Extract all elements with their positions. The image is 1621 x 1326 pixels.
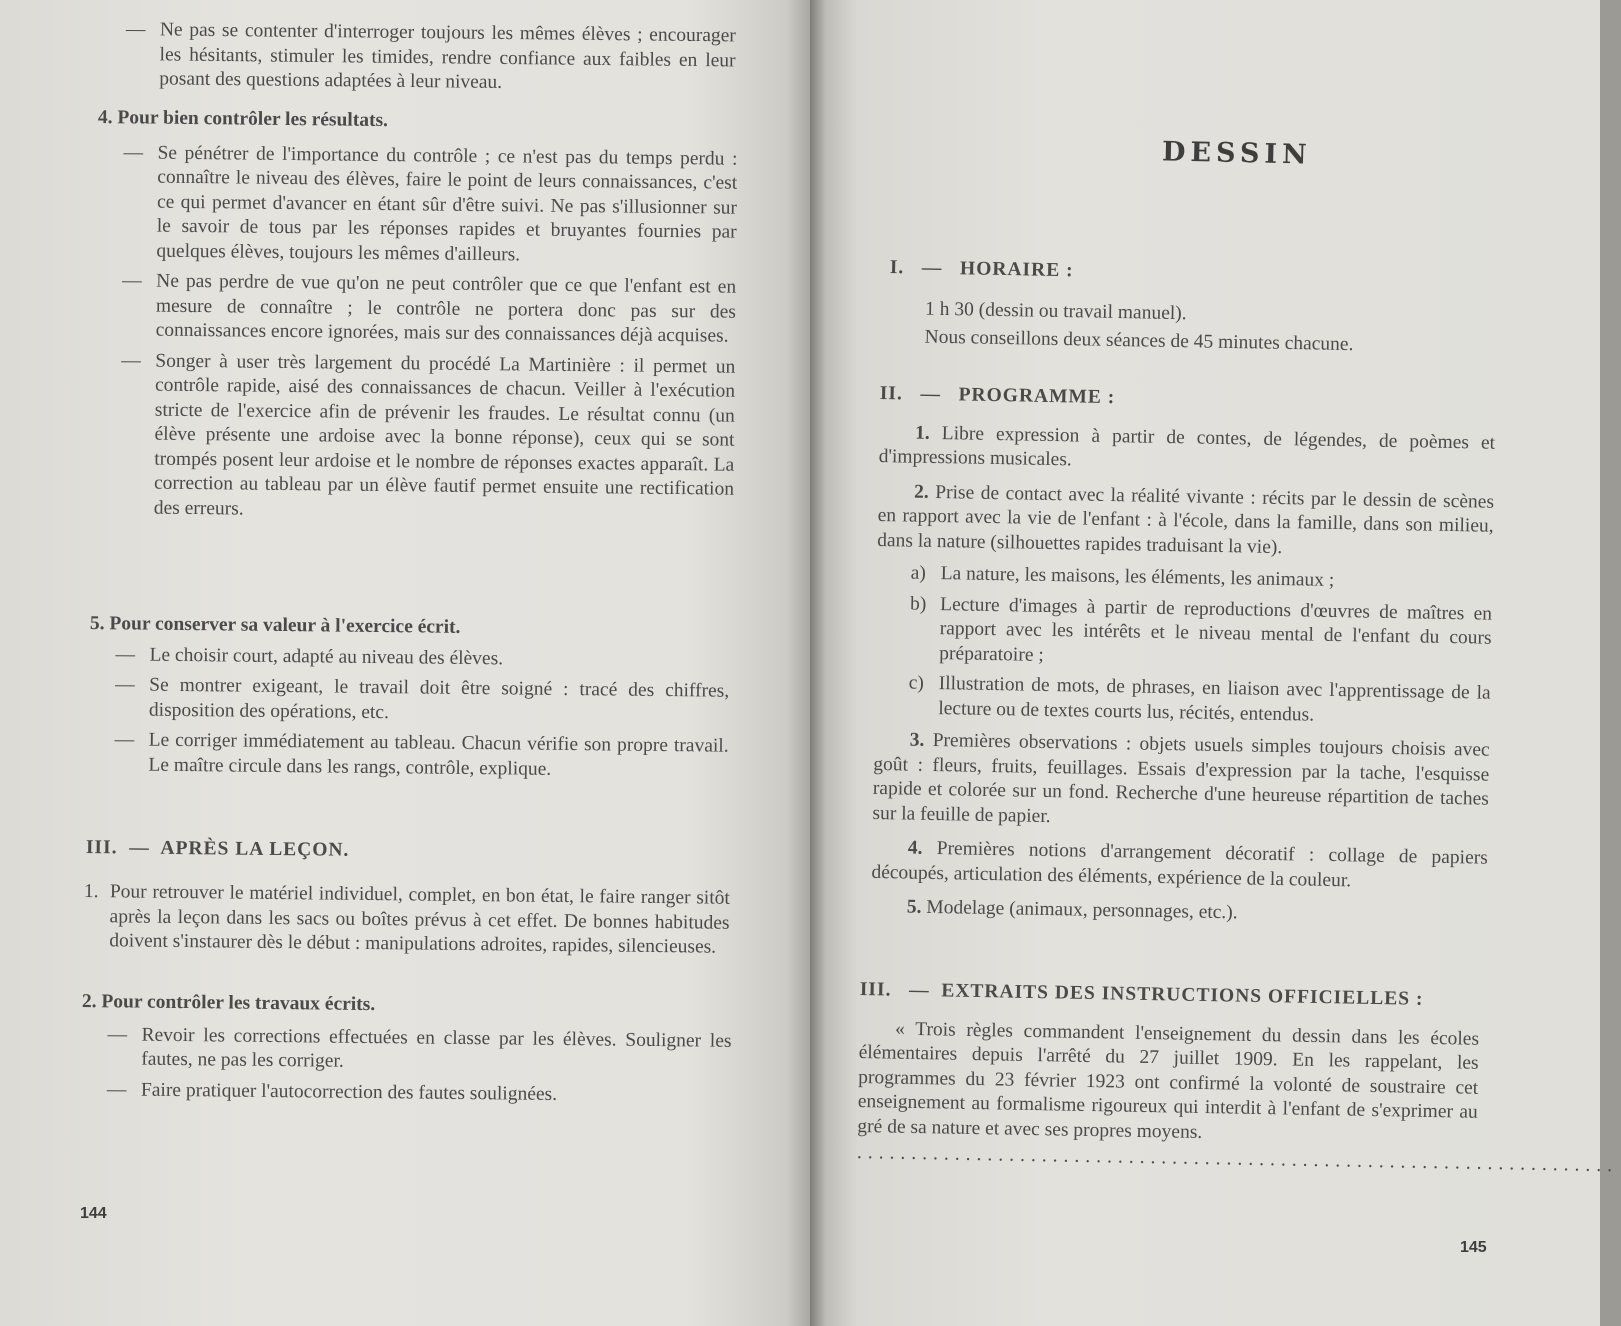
item-text: Se pénétrer de l'importance du contrôle ; ce n'est pas du temps perdu : connaître le niveau des élèves, faire le point de leurs connaissances, c'est ce qui permet d'avancer en étant sûr d'être suivi. Ne pas s'illusionner sur le savoir de tous par les réponses rapides et bruyantes fournies par quelques élèves, toujours les mêmes d'ailleurs. bbox=[156, 142, 738, 265]
dash-mark: — bbox=[123, 141, 144, 163]
item-text: Ne pas perdre de vue qu'on ne peut contrôler que ce que l'enfant est en mesure de connaître ; le contrôle ne portera donc pas sur des connaissances encore ignorées, mais sur des connaissances déjà acquises. bbox=[155, 270, 737, 347]
sub-text: Lecture d'images à partir de reproductions d'œuvres de maîtres en rapport avec les intérêts et le niveau mental de l'enfant du cours préparatoire ; bbox=[939, 593, 1493, 666]
page-number-right: 145 bbox=[1460, 1239, 1487, 1256]
dash-mark: — bbox=[122, 270, 142, 292]
point-1 bbox=[83, 880, 730, 960]
point-2-item bbox=[107, 1023, 731, 1079]
programme-heading: PROGRAMME : bbox=[958, 384, 1116, 409]
left-page bbox=[0, 0, 810, 1326]
part-3-heading bbox=[86, 836, 726, 867]
sub-label: c) bbox=[908, 672, 925, 694]
point-number: 3. bbox=[909, 729, 925, 751]
section-5-item bbox=[115, 643, 729, 674]
programme-section bbox=[871, 382, 1496, 930]
dash-mark: — bbox=[920, 383, 942, 406]
dash-mark: — bbox=[107, 1023, 128, 1045]
item-text: Songer à user très largement du procédé La Martinière : il permet un contrôle rapide, aisé des connaissances de chacun. Veiller à l'exécution stricte de l'exercice afin de prévenir les fraudes. Le résultat connu (un élève présente une ardoise avec la bonne réponse), ceux qui se sont trompés posent leur ardoise et le nombre de réponses exactes apparaît. La correction au tableau par un élève fautif permet ensuite une rectification des erreurs. bbox=[153, 350, 736, 520]
programme-point-1 bbox=[878, 420, 1495, 480]
intro-block bbox=[125, 18, 736, 98]
item-text: Faire pratiquer l'autocorrection des fautes soulignées. bbox=[140, 1079, 558, 1105]
intro-text: Ne pas se contenter d'interroger toujours les mêmes élèves ; encourager les hésitants, stimuler les timides, rendre confiance aux faibles en leur posant des questions adaptées à leur niveau. bbox=[159, 19, 736, 93]
section-4-item bbox=[120, 349, 736, 527]
point-text: Modelage (animaux, personnages, etc.). bbox=[926, 896, 1238, 924]
dash-mark: — bbox=[115, 643, 136, 665]
item-text: Revoir les corrections effectuées en classe par les élèves. Souligner les fautes, ne pas les corriger. bbox=[141, 1024, 732, 1072]
section-5 bbox=[88, 612, 730, 784]
dash-mark: — bbox=[115, 674, 135, 696]
page-title: DESSIN bbox=[1161, 136, 1313, 171]
dash-mark: — bbox=[114, 729, 135, 751]
programme-sublist bbox=[874, 561, 1493, 731]
sub-label: b) bbox=[909, 593, 927, 615]
horaire-section bbox=[888, 256, 1510, 360]
extraits-quote: « Trois règles commandent l'enseignement du dessin dans les écoles élémentaires depuis l'arrêté du 27 juillet 1909. En les rappelant, les programmes du 23 février 1923 ont confirmé la volonté de soustraire cet enseignement au formalisme rigoureux qui interdit à l'enfant de s'exprimer au gré de sa nature et avec ses propres moyens. bbox=[857, 1018, 1480, 1143]
extraits-heading: EXTRAITS DES INSTRUCTIONS OFFICIELLES : bbox=[941, 980, 1424, 1010]
programme-point-5 bbox=[871, 895, 1487, 930]
point-number: 2. bbox=[913, 481, 929, 503]
section-4-heading: 4. Pour bien contrôler les résultats. bbox=[97, 106, 389, 132]
section-5-heading: 5. Pour conserver sa valeur à l'exercice écrit. bbox=[89, 612, 461, 638]
roman-numeral: III. bbox=[85, 836, 118, 859]
point-1-text: Pour retrouver le matériel individuel, complet, en bon état, le faire ranger sitôt après la leçon dans les sacs ou boîtes prévus à cet effet. De bonnes habitudes doivent s'instaurer dès le début : manipulations adroites, rapides, silencieuses. bbox=[109, 881, 730, 958]
page-number-left: 144 bbox=[80, 1205, 107, 1222]
item-text: Le choisir court, adapté au niveau des élèves. bbox=[149, 644, 504, 669]
point-number: 5. bbox=[906, 896, 922, 918]
sub-text: La nature, les maisons, les éléments, les animaux ; bbox=[940, 563, 1335, 591]
programme-point-3 bbox=[872, 728, 1490, 837]
dash-mark: — bbox=[921, 257, 943, 279]
part-3-title: APRÈS LA LEÇON. bbox=[160, 837, 350, 861]
dash-mark: — bbox=[129, 837, 150, 859]
programme-point-4 bbox=[871, 836, 1488, 896]
right-page bbox=[810, 0, 1619, 1326]
point-2 bbox=[81, 990, 732, 1109]
roman-numeral: I. bbox=[889, 256, 905, 279]
sub-item bbox=[910, 562, 1492, 597]
intro-item bbox=[125, 18, 736, 98]
point-number: 4. bbox=[907, 837, 923, 859]
roman-numeral: III. bbox=[859, 978, 892, 1001]
point-number: 1. bbox=[83, 880, 99, 903]
point-text: Premières notions d'arrangement décoratif : collage de papiers découpés, articulation des éléments, expérience de la couleur. bbox=[871, 838, 1488, 891]
ellipsis-dots: ...................................................................... bbox=[856, 1141, 1619, 1177]
point-text: Libre expression à partir de contes, de légendes, de poèmes et d'impressions musicales. bbox=[878, 422, 1496, 471]
point-text: Premières observations : objets usuels simples toujours choisis avec goût : fleurs, fruits, feuillages. Essais d'expression par la tache, l'esquisse rapide et colorée sur un fond. Recherche d'une heureuse répartition de taches sur la feuille de papier. bbox=[872, 729, 1490, 827]
section-4-item bbox=[122, 269, 737, 349]
horaire-line-2: Nous conseillons deux séances de 45 minutes chacune. bbox=[924, 326, 1354, 356]
point-2-item bbox=[107, 1078, 731, 1109]
programme-point-2 bbox=[877, 479, 1494, 563]
item-text: Se montrer exigeant, le travail doit être soigné : tracé des chiffres, disposition des opérations, etc. bbox=[148, 674, 730, 723]
sub-text: Illustration de mots, de phrases, en liaison avec l'apprentissage de la lecture ou de textes courts lus, récités, entendus. bbox=[938, 673, 1491, 726]
horaire-heading: HORAIRE : bbox=[959, 258, 1074, 282]
section-4 bbox=[94, 106, 738, 527]
item-text: Le corriger immédiatement au tableau. Chacun vérifie son propre travail. Le maître circule dans les rangs, contrôle, explique. bbox=[148, 729, 729, 780]
roman-numeral: II. bbox=[879, 382, 904, 405]
dash-mark: — bbox=[908, 979, 930, 1002]
dash-mark: — bbox=[106, 1078, 127, 1100]
sub-item bbox=[909, 592, 1492, 676]
sub-label: a) bbox=[910, 562, 927, 584]
extraits-section bbox=[856, 978, 1619, 1177]
dash-mark: — bbox=[125, 18, 146, 41]
section-4-item bbox=[122, 141, 737, 270]
section-5-item bbox=[115, 673, 729, 728]
horaire-line-1: 1 h 30 (dessin ou travail manuel). bbox=[924, 298, 1187, 324]
sub-item bbox=[908, 672, 1491, 731]
point-text: Prise de contact avec la réalité vivante : récits par le dessin de scènes en rapport avec la vie de l'enfant : à l'école, dans la famille, dans son milieu, dans la nature (silhouettes rapides traduisant la vie). bbox=[877, 481, 1495, 558]
dash-mark: — bbox=[121, 349, 141, 371]
point-number: 1. bbox=[914, 422, 930, 444]
section-5-item bbox=[114, 728, 728, 783]
point-2-heading: 2. Pour contrôler les travaux écrits. bbox=[81, 990, 376, 1016]
